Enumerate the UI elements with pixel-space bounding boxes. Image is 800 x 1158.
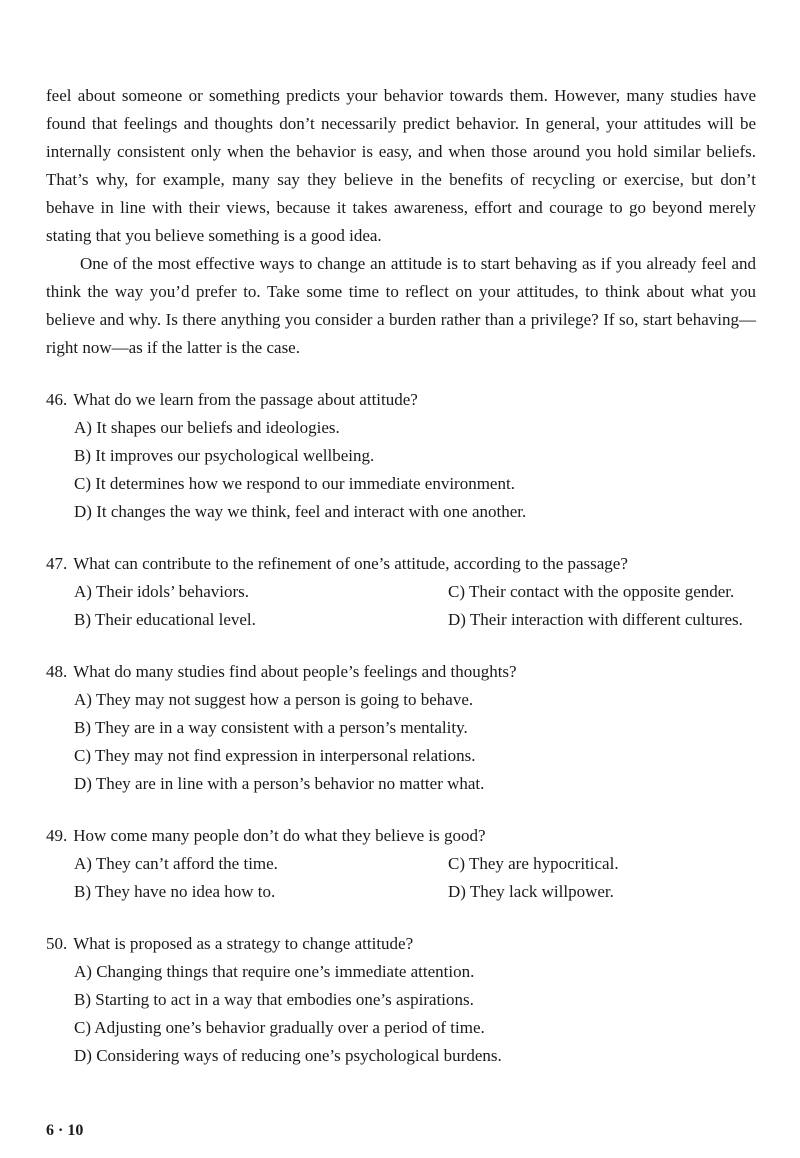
option-a[interactable]: A) Changing things that require one’s immediate attention. [74, 962, 475, 981]
question-47 [46, 550, 756, 634]
question-48 [46, 658, 756, 798]
question-number: 50. [46, 934, 68, 953]
option-d[interactable]: D) They are in line with a person’s behavior no matter what. [74, 774, 485, 793]
option-a[interactable]: A) Their idols’ behaviors. [74, 582, 249, 601]
question-stem [46, 550, 756, 578]
question-text: How come many people don’t do what they believe is good? [73, 826, 486, 845]
question-text: What do many studies find about people’s feelings and thoughts? [73, 662, 517, 681]
question-text: What can contribute to the refinement of one’s attitude, according to the passage? [73, 554, 628, 573]
question-number: 47. [46, 554, 68, 573]
option-d[interactable]: D) They lack willpower. [448, 882, 614, 901]
option-a[interactable]: A) It shapes our beliefs and ideologies. [74, 418, 340, 437]
option-c[interactable]: C) It determines how we respond to our immediate environment. [74, 474, 515, 493]
question-stem [46, 822, 756, 850]
exam-page [46, 82, 756, 1070]
question-stem [46, 386, 756, 414]
passage-paragraph: One of the most effective ways to change an attitude is to start behaving as if you already feel and think the way you’d prefer to. Take some time to reflect on your attitudes, to think about what you believe and why. Is there anything you consider a burden rather than a privilege? If so, start behaving—right now—as if the latter is the case. [46, 254, 756, 357]
option-b[interactable]: B) They are in a way consistent with a person’s mentality. [74, 718, 468, 737]
option-d[interactable]: D) Their interaction with different cultures. [448, 610, 743, 629]
option-c[interactable]: C) They may not find expression in interpersonal relations. [74, 746, 476, 765]
option-c[interactable]: C) They are hypocritical. [448, 854, 619, 873]
page-number: 6 · 10 [46, 1122, 84, 1139]
question-50 [46, 930, 756, 1070]
option-b[interactable]: B) Starting to act in a way that embodies one’s aspirations. [74, 990, 474, 1009]
option-b[interactable]: B) Their educational level. [74, 610, 256, 629]
question-stem [46, 930, 756, 958]
question-text: What do we learn from the passage about attitude? [73, 390, 418, 409]
option-a[interactable]: A) They can’t afford the time. [74, 854, 278, 873]
question-number: 46. [46, 390, 68, 409]
question-stem [46, 658, 756, 686]
question-49 [46, 822, 756, 906]
option-a[interactable]: A) They may not suggest how a person is going to behave. [74, 690, 474, 709]
option-b[interactable]: B) It improves our psychological wellbeing. [74, 446, 375, 465]
question-number: 48. [46, 662, 68, 681]
option-b[interactable]: B) They have no idea how to. [74, 882, 276, 901]
option-d[interactable]: D) It changes the way we think, feel and interact with one another. [74, 502, 527, 521]
option-c[interactable]: C) Their contact with the opposite gender. [448, 582, 735, 601]
option-c[interactable]: C) Adjusting one’s behavior gradually over a period of time. [74, 1018, 485, 1037]
question-number: 49. [46, 826, 68, 845]
question-text: What is proposed as a strategy to change attitude? [73, 934, 414, 953]
option-d[interactable]: D) Considering ways of reducing one’s psychological burdens. [74, 1046, 502, 1065]
question-46 [46, 386, 756, 526]
passage-paragraph: feel about someone or something predicts your behavior towards them. However, many studies have found that feelings and thoughts don’t necessarily predict behavior. In general, your attitudes will be internally consistent only when the behavior is easy, and when those around you hold similar beliefs. That’s why, for example, many say they believe in the benefits of recycling or exercise, but don’t behave in line with their views, because it takes awareness, effort and courage to go beyond merely stating that you believe something is a good idea. [46, 86, 756, 245]
